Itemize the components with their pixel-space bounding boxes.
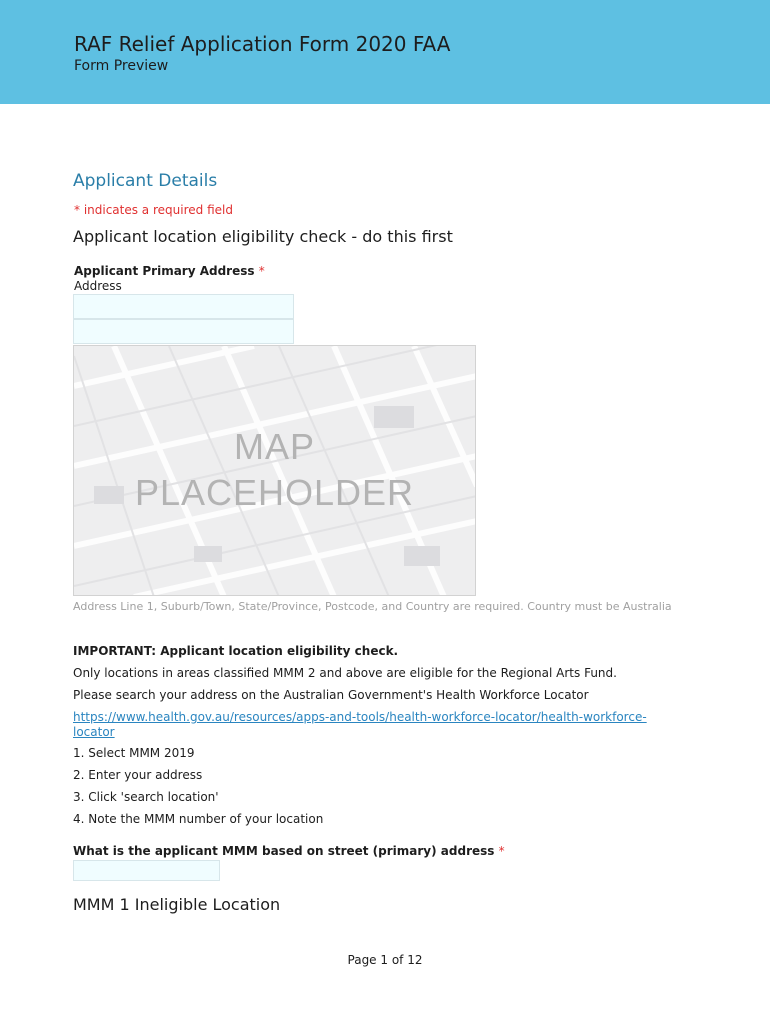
mmm1-ineligible-heading: MMM 1 Ineligible Location: [73, 895, 281, 914]
form-title: RAF Relief Application Form 2020 FAA: [74, 32, 451, 56]
health-workforce-locator-link[interactable]: https://www.health.gov.au/resources/apps-and-tools/health-workforce-locator/health-workforce-locator: [73, 710, 647, 739]
step-item: 4. Note the MMM number of your location: [73, 812, 324, 826]
address-sublabel: Address: [74, 279, 122, 293]
mmm-input[interactable]: [73, 860, 220, 881]
map-placeholder[interactable]: [73, 345, 476, 596]
search-instruction: Please search your address on the Australian Government's Health Workforce Locator: [73, 688, 589, 702]
form-subtitle: Form Preview: [74, 58, 169, 74]
step-item: 1. Select MMM 2019: [73, 746, 195, 760]
page-number: Page 1 of 12: [347, 953, 423, 967]
primary-address-label: [74, 264, 265, 278]
address-hint: Address Line 1, Suburb/Town, State/Province, Postcode, and Country are required. Country must be Australia: [73, 600, 672, 613]
required-asterisk: *: [498, 844, 505, 858]
address-line1-input[interactable]: [73, 294, 294, 319]
mmm-question-text: What is the applicant MMM based on street (primary) address: [73, 844, 495, 858]
map-placeholder-line1: MAP: [233, 426, 315, 467]
map-placeholder-line2: PLACEHOLDER: [134, 472, 415, 513]
subsection-title: Applicant location eligibility check - do this first: [73, 227, 453, 246]
address-line2-input[interactable]: [73, 319, 294, 344]
mmm-question-label: [73, 844, 505, 858]
primary-address-label-text: Applicant Primary Address: [74, 264, 255, 278]
eligibility-paragraph: Only locations in areas classified MMM 2 and above are eligible for the Regional Arts Fund.: [73, 666, 617, 680]
section-title: Applicant Details: [73, 171, 218, 191]
required-field-note: * indicates a required field: [74, 203, 233, 217]
step-item: 2. Enter your address: [73, 768, 203, 782]
important-notice: IMPORTANT: Applicant location eligibility check.: [73, 644, 399, 658]
required-asterisk: *: [258, 264, 265, 278]
map-placeholder-text: [74, 424, 475, 516]
form-header: [0, 0, 770, 104]
step-item: 3. Click 'search location': [73, 790, 219, 804]
